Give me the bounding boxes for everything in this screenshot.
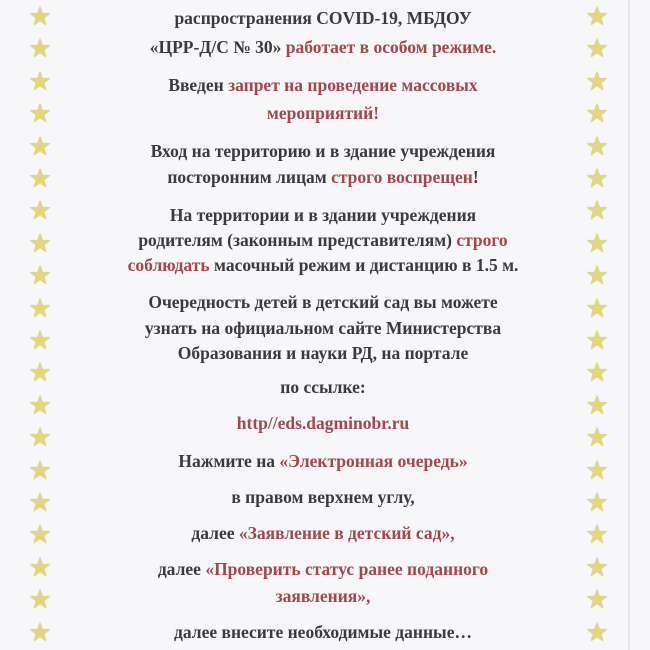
star-icon: ★	[28, 131, 52, 161]
star-icon: ★	[585, 326, 609, 355]
highlighted-text: работает в особом режиме.	[285, 37, 497, 57]
star-icon: ★	[585, 617, 609, 647]
text-line	[60, 37, 586, 57]
star-icon: ★	[585, 2, 609, 31]
highlighted-text: запрет на проведение массовых	[228, 75, 478, 95]
text-span: «ЦРР-Д/С № 30»	[149, 37, 286, 57]
star-icon: ★	[585, 228, 609, 258]
text-span: Очередность детей в детский сад вы можете	[148, 292, 498, 312]
star-icon: ★	[585, 164, 609, 193]
highlighted-text: «Заявление в детский сад»,	[238, 523, 455, 543]
star-icon: ★	[585, 520, 609, 550]
text-line	[60, 75, 586, 95]
star-icon: ★	[28, 552, 52, 582]
star-icon: ★	[28, 488, 52, 517]
text-span: масочный режим и дистанцию в 1.5 м.	[209, 255, 519, 275]
page-edge	[628, 0, 630, 650]
text-line	[60, 318, 586, 338]
star-icon: ★	[585, 196, 609, 226]
text-line	[60, 103, 586, 123]
text-span: далее	[157, 559, 206, 579]
text-span: далее внесите необходимые данные…	[174, 622, 472, 642]
star-icon: ★	[585, 585, 609, 615]
star-icon: ★	[28, 358, 52, 388]
text-line	[60, 255, 586, 275]
star-icon: ★	[28, 34, 52, 64]
star-icon: ★	[28, 228, 52, 258]
star-icon: ★	[28, 196, 52, 226]
highlighted-text: «Проверить статус ранее поданного	[205, 559, 489, 579]
star-icon: ★	[28, 585, 52, 615]
star-icon: ★	[585, 423, 609, 453]
highlighted-text: заявления»,	[275, 586, 371, 606]
star-icon: ★	[28, 99, 52, 129]
text-line	[60, 141, 586, 161]
text-line	[60, 205, 586, 225]
star-icon: ★	[585, 455, 609, 485]
text-span: Введен	[168, 75, 229, 95]
star-icon: ★	[28, 455, 52, 485]
text-line	[60, 523, 586, 543]
text-line	[60, 167, 586, 187]
text-line	[60, 586, 586, 606]
text-span: в правом верхнем углу,	[231, 487, 415, 507]
text-span: Вход на территорию и в здание учреждения	[150, 141, 496, 161]
text-span: по ссылке:	[280, 377, 366, 397]
star-icon: ★	[28, 617, 52, 647]
highlighted-text: http//eds.dagminobr.ru	[236, 413, 410, 433]
star-icon: ★	[28, 520, 52, 550]
text-line	[60, 377, 586, 397]
star-icon: ★	[585, 293, 609, 323]
highlighted-text: строго	[456, 230, 508, 250]
text-span: далее	[191, 523, 239, 543]
star-icon: ★	[585, 99, 609, 129]
highlighted-text: строго воспрещен	[331, 167, 473, 187]
text-line	[60, 8, 586, 28]
star-icon: ★	[28, 164, 52, 193]
text-span: !	[472, 167, 479, 187]
star-icon: ★	[585, 390, 609, 420]
text-line	[60, 230, 586, 250]
star-icon: ★	[585, 552, 609, 582]
star-icon: ★	[585, 358, 609, 388]
star-icon: ★	[585, 131, 609, 161]
star-icon: ★	[28, 293, 52, 323]
text-line	[60, 292, 586, 312]
text-span: узнать на официальном сайте Министерства	[144, 318, 502, 338]
text-line	[60, 451, 586, 471]
star-icon: ★	[585, 261, 609, 291]
text-span: посторонним лицам	[167, 167, 332, 187]
text-span: родителям (законным представителям)	[138, 230, 457, 250]
star-icon: ★	[28, 2, 52, 31]
star-icon: ★	[585, 488, 609, 517]
text-span: На территории и в здании учреждения	[169, 205, 477, 225]
star-icon: ★	[28, 390, 52, 420]
highlighted-text: мероприятий!	[266, 103, 380, 123]
text-line	[60, 559, 586, 579]
star-icon: ★	[28, 326, 52, 355]
text-line	[60, 487, 586, 507]
star-icon: ★	[28, 261, 52, 291]
text-span: Образования и науки РД, на портале	[177, 343, 469, 363]
star-icon: ★	[28, 66, 52, 96]
text-line	[60, 343, 586, 363]
star-icon: ★	[585, 34, 609, 64]
star-icon: ★	[585, 66, 609, 96]
text-line	[60, 622, 586, 642]
text-span: распространения COVID-19, МБДОУ	[174, 8, 472, 28]
highlighted-text: «Электронная очередь»	[279, 451, 468, 471]
highlighted-text: соблюдать	[127, 255, 210, 275]
star-icon: ★	[28, 423, 52, 453]
text-span: Нажмите на	[178, 451, 280, 471]
text-line	[60, 413, 586, 433]
